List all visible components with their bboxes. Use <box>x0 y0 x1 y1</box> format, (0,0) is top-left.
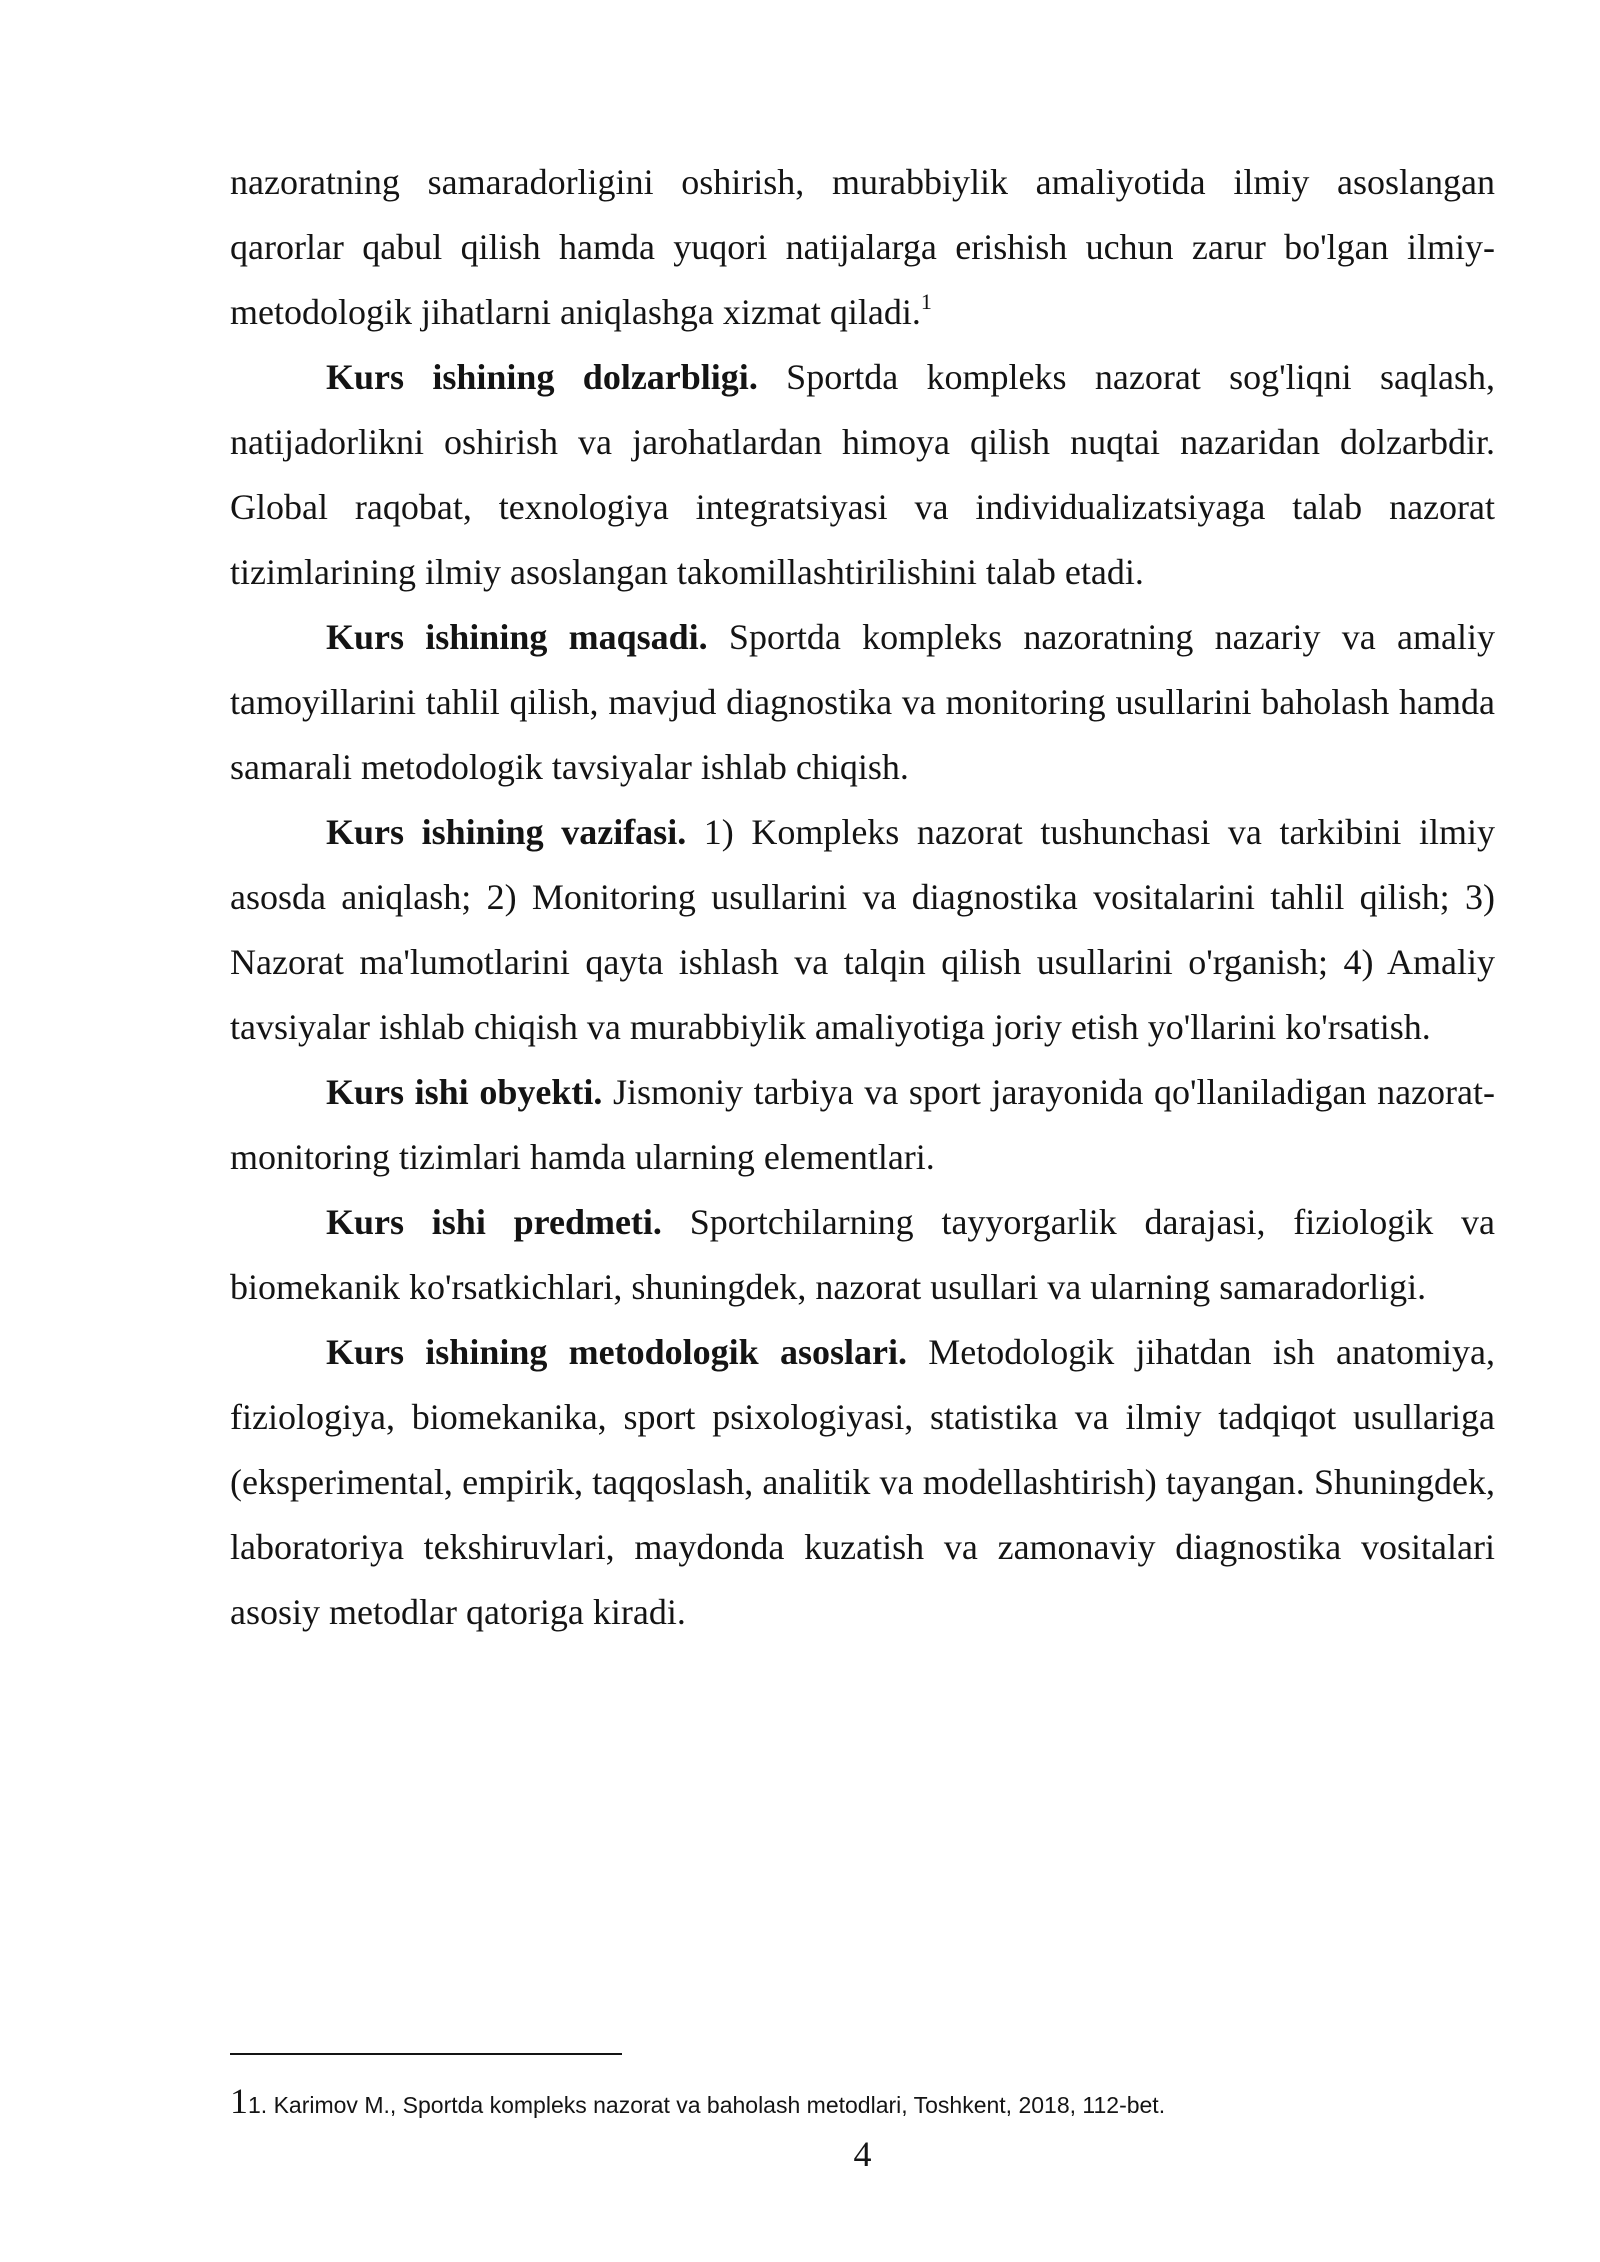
footnote-text: 1. Karimov M., Sportda kompleks nazorat va baholash metodlari, Toshkent, 2018, 112-bet. <box>248 2092 1166 2118</box>
section-heading: Kurs ishi predmeti. <box>326 1202 662 1242</box>
section-tasks <box>230 800 1495 1060</box>
section-text: Metodologik jihatdan ish anatomiya, fiziologiya, biomekanika, sport psixologiyasi, statistika va ilmiy tadqiqot usullariga (eksperimental, empirik, taqqoslash, analitik va modellashtirish) tayangan. Shuningdek, laboratoriya tekshiruvlari, maydonda kuzatish va zamonaviy diagnostika vositalari asosiy metodlar qatoriga kiradi. <box>230 1332 1495 1632</box>
footnote-reference: 1 <box>920 289 932 314</box>
section-heading: Kurs ishi obyekti. <box>326 1072 603 1112</box>
section-heading: Kurs ishining metodologik asoslari. <box>326 1332 907 1372</box>
body-text <box>230 150 1495 1645</box>
section-heading: Kurs ishining dolzarbligi. <box>326 357 758 397</box>
opening-paragraph-text: nazoratning samaradorligini oshirish, murabbiylik amaliyotida ilmiy asoslangan qarorlar qabul qilish hamda yuqori natijalarga erishish uchun zarur bo'lgan ilmiy-metodologik jihatlarni aniqlashga xizmat qiladi. <box>230 162 1495 332</box>
footnote-mark: 1 <box>230 2081 248 2121</box>
section-methodology <box>230 1320 1495 1645</box>
page-number: 4 <box>853 2134 872 2174</box>
section-text: Sportda kompleks nazorat sog'liqni saqlash, natijadorlikni oshirish va jarohatlardan himoya qilish nuqtai nazaridan dolzarbdir. Global raqobat, texnologiya integratsiyasi va individualizatsiyaga talab nazorat tizimlarining ilmiy asoslangan takomillashtirilishini talab etadi. <box>230 357 1496 592</box>
section-relevance <box>230 345 1495 605</box>
section-subject <box>230 1190 1495 1320</box>
section-heading: Kurs ishining vazifasi. <box>326 812 687 852</box>
section-object <box>230 1060 1495 1190</box>
section-text: Jismoniy tarbiya va sport jarayonida qo'llaniladigan nazorat-monitoring tizimlari hamda ularning elementlari. <box>230 1072 1495 1177</box>
section-text: Sportda kompleks nazoratning nazariy va amaliy tamoyillarini tahlil qilish, mavjud diagnostika va monitoring usullarini baholash hamda samarali metodologik tavsiyalar ishlab chiqish. <box>230 617 1495 787</box>
opening-paragraph <box>230 150 1495 345</box>
footnote-separator <box>230 2053 622 2055</box>
footnote <box>230 2080 1495 2122</box>
section-heading: Kurs ishining maqsadi. <box>326 617 708 657</box>
section-text: Sportchilarning tayyorgarlik darajasi, fiziologik va biomekanik ko'rsatkichlari, shuningdek, nazorat usullari va ularning samaradorligi. <box>230 1202 1495 1307</box>
section-text: 1) Kompleks nazorat tushunchasi va tarkibini ilmiy asosda aniqlash; 2) Monitoring usullarini va diagnostika vositalarini tahlil qilish; 3) Nazorat ma'lumotlarini qayta ishlash va talqin qilish usullarini o'rganish; 4) Amaliy tavsiyalar ishlab chiqish va murabbiylik amaliyotiga joriy etish yo'llarini ko'rsatish. <box>230 812 1495 1047</box>
section-aim <box>230 605 1495 800</box>
